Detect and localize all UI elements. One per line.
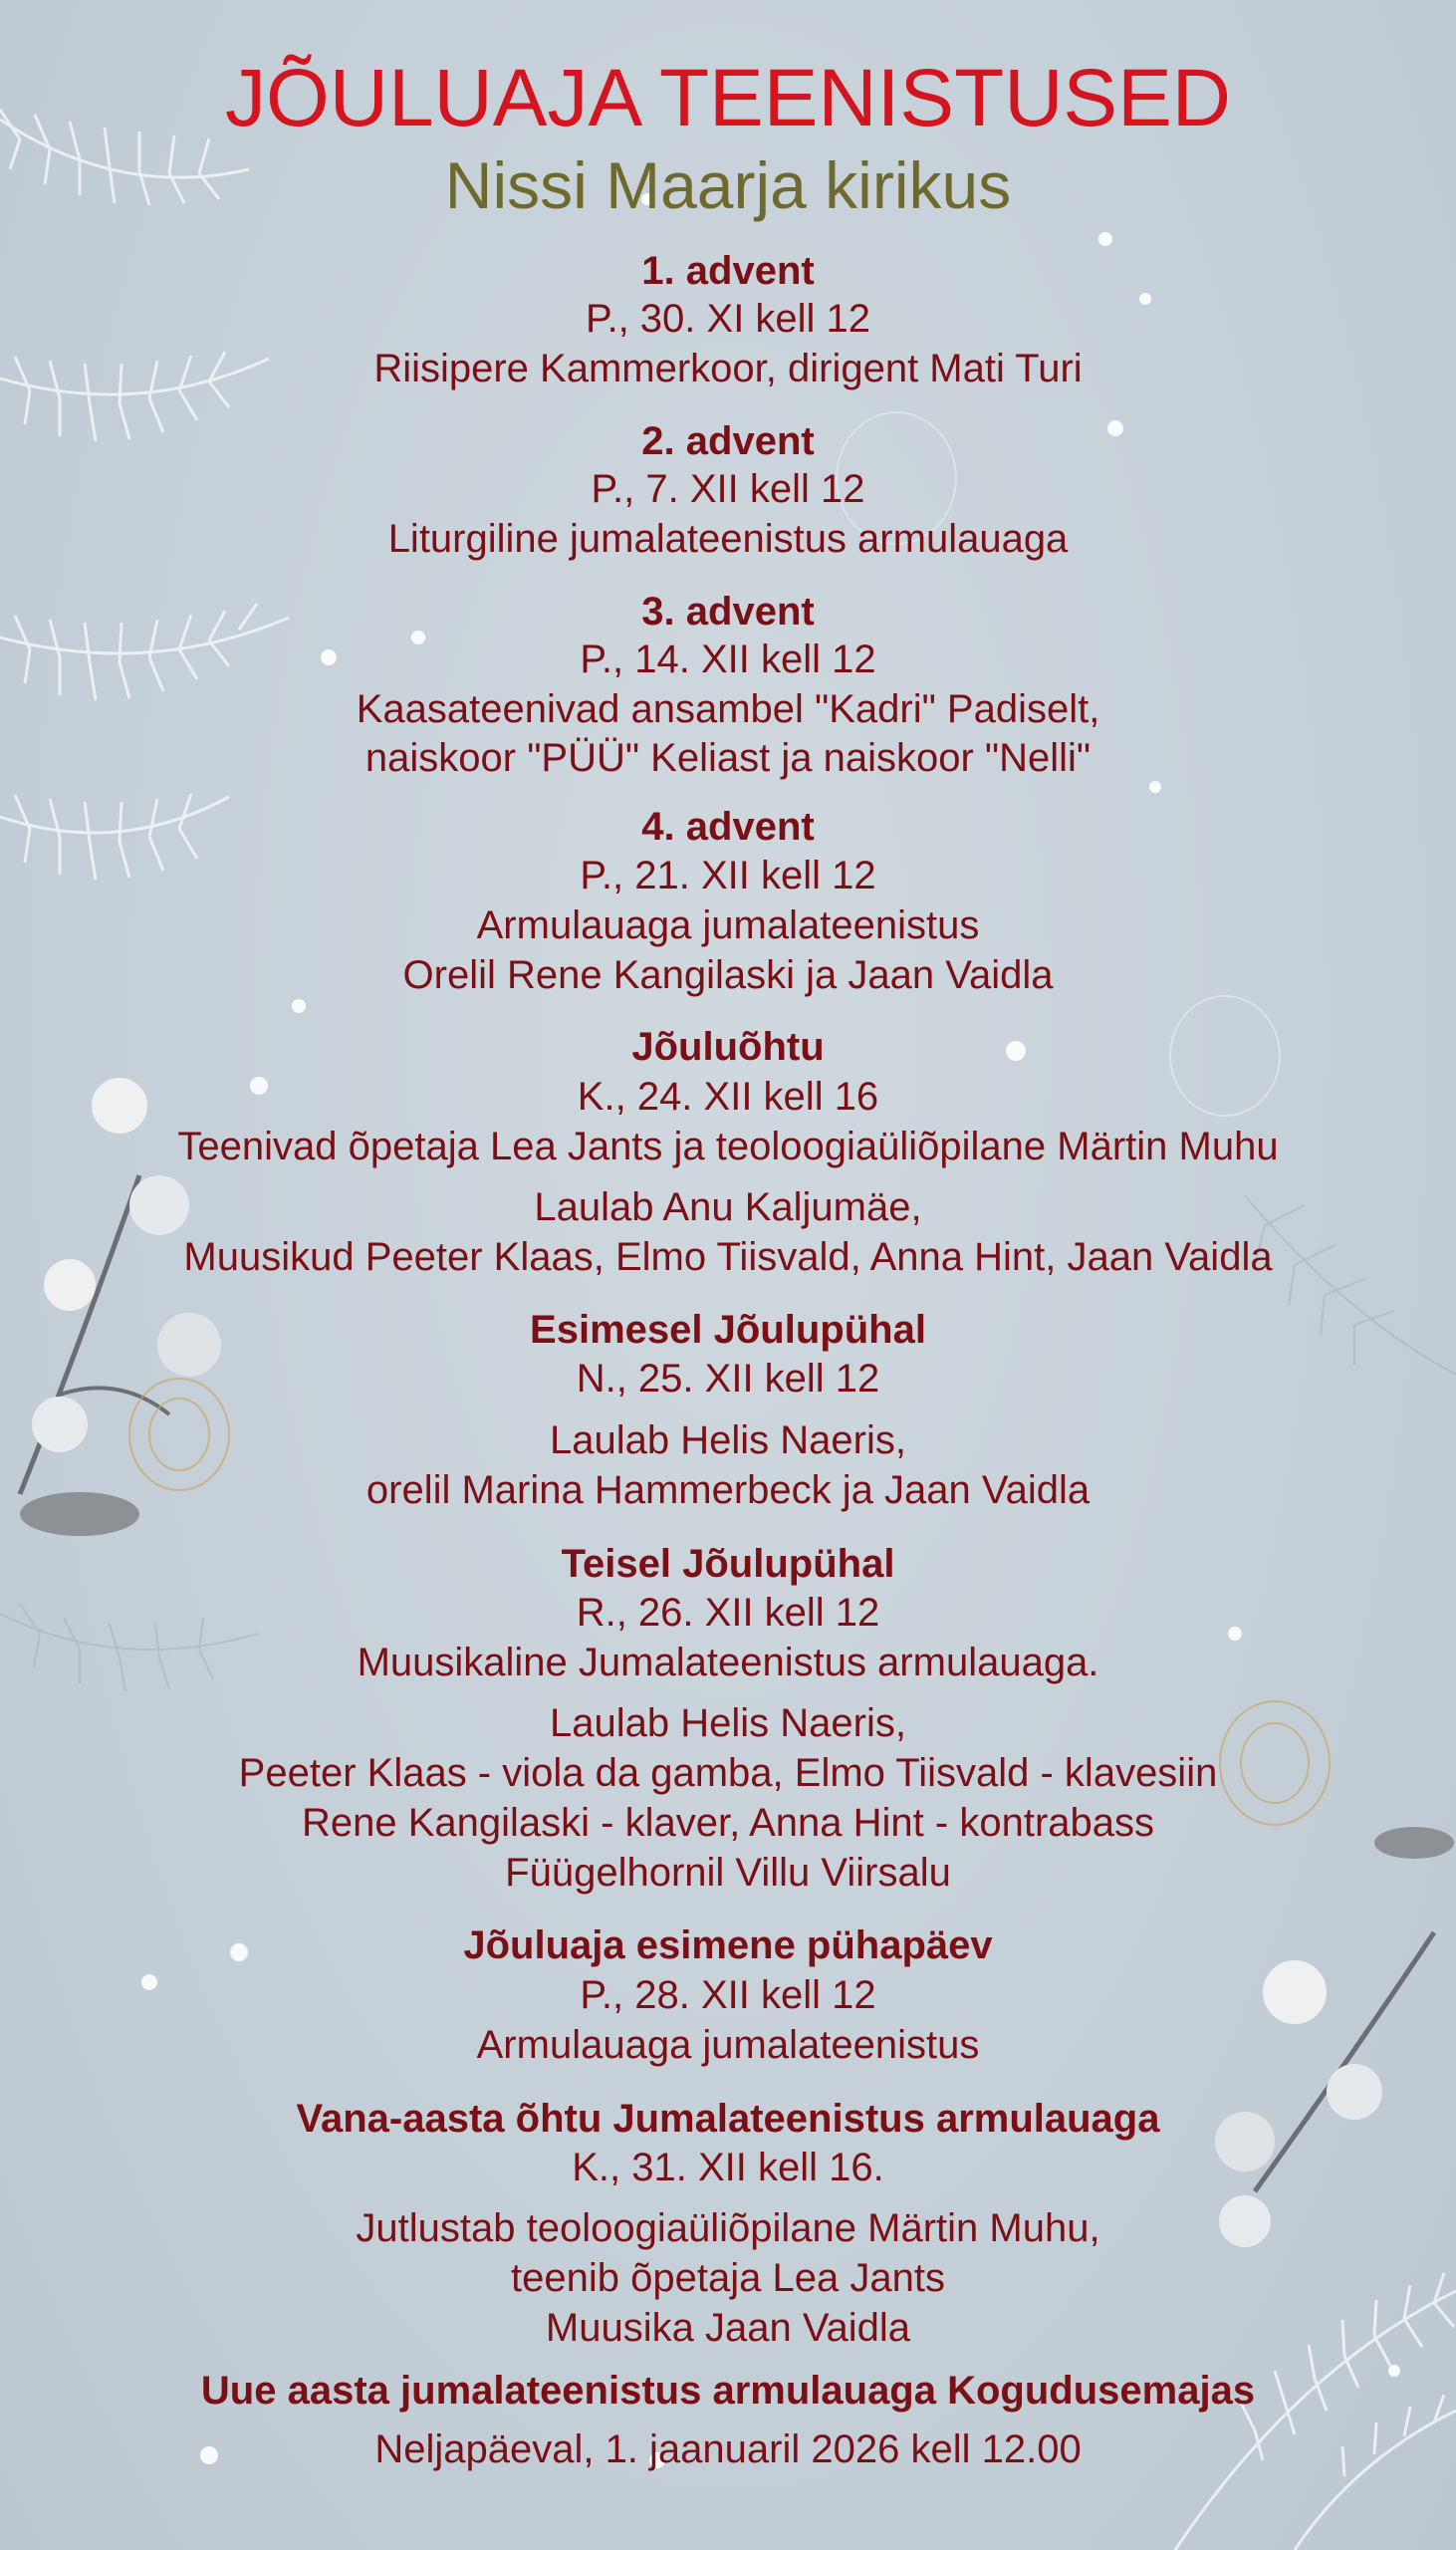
service-heading: 1. advent — [641, 249, 815, 293]
service-date: K., 31. XII kell 16. — [572, 2146, 884, 2189]
service-detail: Teenivad õpetaja Lea Jants ja teoloogiaüliõpilane Märtin Muhu — [177, 1125, 1279, 1168]
church-name: Nissi Maarja kirikus — [444, 148, 1012, 222]
service-date: P., 30. XI kell 12 — [585, 297, 871, 341]
service-detail: Laulab Helis Naeris, — [550, 1701, 906, 1745]
service-detail: Muusikaline Jumalateenistus armulauaga. — [357, 1641, 1099, 1684]
service-date: P., 14. XII kell 12 — [580, 638, 876, 681]
service-detail: Laulab Anu Kaljumäe, — [534, 1185, 922, 1229]
service-heading: Vana-aasta õhtu Jumalateenistus armulauaga — [296, 2097, 1160, 2141]
service-detail: Armulauaga jumalateenistus — [476, 903, 980, 947]
service-heading: 3. advent — [641, 590, 815, 634]
service-heading: Jõuluõhtu — [631, 1025, 825, 1069]
service-heading: 2. advent — [641, 419, 815, 463]
service-detail: orelil Marina Hammerbeck ja Jaan Vaidla — [365, 1468, 1091, 1512]
service-heading: 4. advent — [641, 805, 815, 849]
service-date: Neljapäeval, 1. jaanuaril 2026 kell 12.00 — [374, 2427, 1082, 2471]
service-date: P., 21. XII kell 12 — [580, 854, 876, 897]
service-detail: Liturgiline jumalateenistus armulauaga — [387, 517, 1069, 561]
service-detail: Riisipere Kammerkoor, dirigent Mati Turi — [373, 347, 1083, 390]
service-date: K., 24. XII kell 16 — [577, 1075, 879, 1119]
service-heading: Teisel Jõulupühal — [561, 1542, 895, 1586]
service-date: P., 7. XII kell 12 — [591, 467, 865, 511]
service-heading: Esimesel Jõulupühal — [530, 1308, 926, 1352]
service-date: R., 26. XII kell 12 — [576, 1591, 880, 1635]
service-detail: Peeter Klaas - viola da gamba, Elmo Tiisvald - klavesiin — [238, 1751, 1218, 1795]
service-detail: Füügelhornil Villu Viirsalu — [505, 1851, 951, 1895]
service-heading: Jõuluaja esimene pühapäev — [463, 1923, 993, 1967]
service-detail: teenib õpetaja Lea Jants — [511, 2256, 945, 2300]
service-detail: Muusikud Peeter Klaas, Elmo Tiisvald, Anna Hint, Jaan Vaidla — [183, 1235, 1273, 1279]
service-detail: Rene Kangilaski - klaver, Anna Hint - kontrabass — [302, 1801, 1154, 1845]
service-date: N., 25. XII kell 12 — [576, 1357, 880, 1401]
service-detail: Laulab Helis Naeris, — [550, 1418, 906, 1462]
page-title: JÕULUAJA TEENISTUSED — [224, 53, 1232, 143]
service-detail: Jutlustab teoloogiaüliõpilane Märtin Muhu, — [356, 2206, 1100, 2250]
service-detail: naiskoor "PÜÜ" Keliast ja naiskoor "Nelli" — [364, 736, 1092, 780]
service-detail: Muusika Jaan Vaidla — [545, 2306, 911, 2350]
service-detail: Orelil Rene Kangilaski ja Jaan Vaidla — [402, 953, 1054, 997]
service-detail: Armulauaga jumalateenistus — [476, 2023, 980, 2067]
service-detail: Kaasateenivad ansambel "Kadri" Padiselt, — [356, 687, 1100, 731]
service-date: P., 28. XII kell 12 — [580, 1973, 876, 2017]
service-heading: Uue aasta jumalateenistus armulauaga Kogudusemajas — [200, 2369, 1256, 2413]
